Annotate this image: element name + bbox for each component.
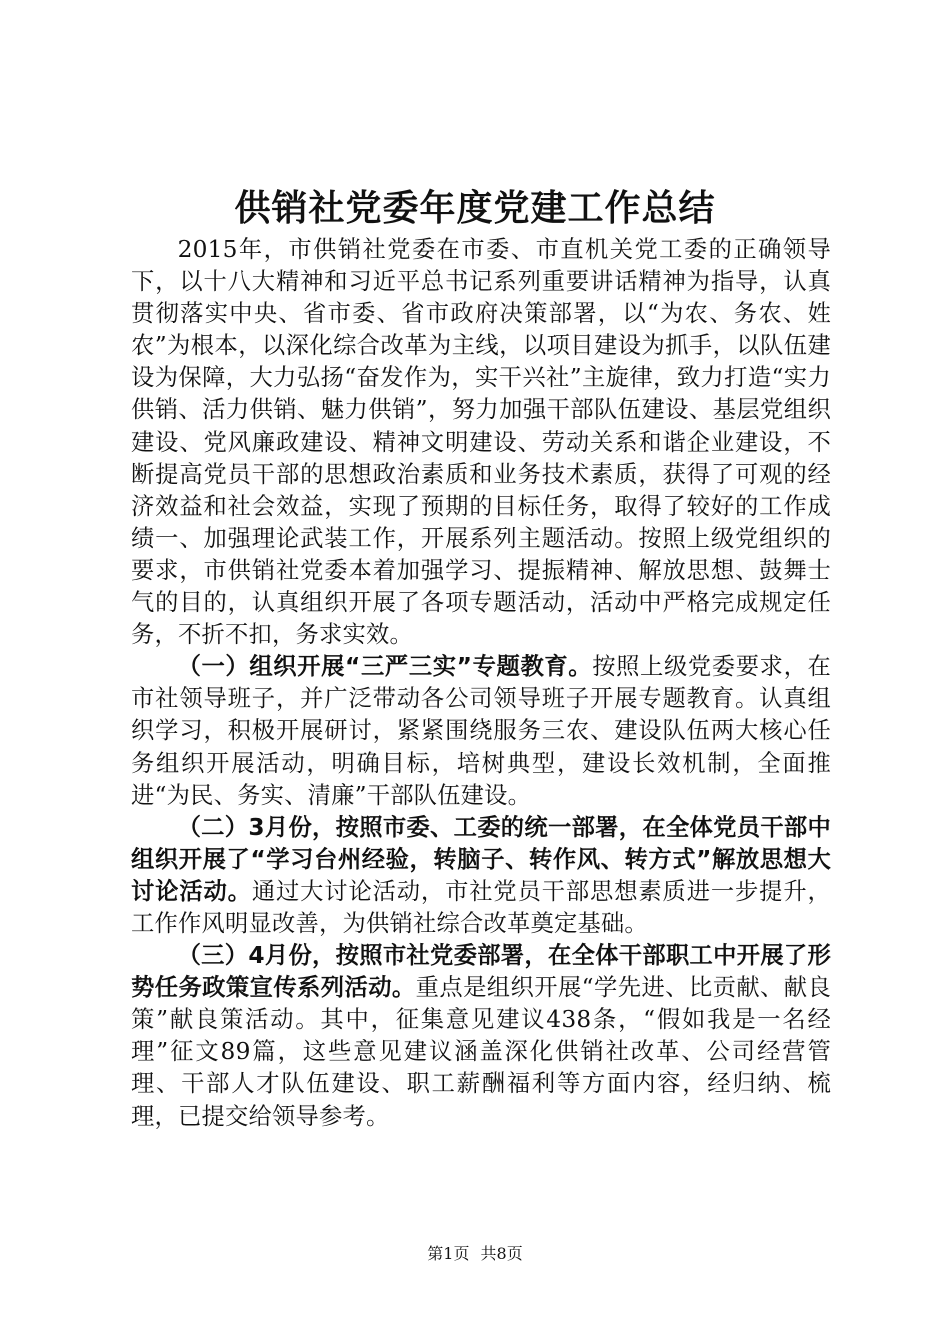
paragraph-section-3 [131, 940, 831, 1133]
paragraph-section-1-heading: （一）组织开展“三严三实”专题教育。 [177, 653, 593, 681]
paragraph-section-3-text: 重点是组织开展“学先进、比贡献、献良策”献良策活动。其中，征集意见建议438条，“假如我是一名经理”征文89篇，这些意见建议涵盖深化供销社改革、公司经营管理、干部人才队伍建设、职工薪酬福利等方面内容，经归纳、梳理，已提交给领导参考。 [131, 974, 831, 1130]
paragraph-section-1 [131, 651, 831, 811]
paragraph-intro-text: 2015年，市供销社党委在市委、市直机关党工委的正确领导下，以十八大精神和习近平总书记系列重要讲话精神为指导，认真贯彻落实中央、省市委、省市政府决策部署，以“为农、务农、姓农”为根本，以深化综合改革为主线，以项目建设为抓手，以队伍建设为保障，大力弘扬“奋发作为，实干兴社”主旋律，致力打造“实力供销、活力供销、魅力供销”，努力加强干部队伍建设、基层党组织建设、党风廉政建设、精神文明建设、劳动关系和谐企业建设，不断提高党员干部的思想政治素质和业务技术素质，获得了可观的经济效益和社会效益，实现了预期的目标任务，取得了较好的工作成绩一、加强理论武装工作，开展系列主题活动。按照上级党组织的要求，市供销社党委本着加强学习、提振精神、解放思想、鼓舞士气的目的，认真组织开展了各项专题活动，活动中严格完成规定任务，不折不扣，务求实效。 [131, 236, 831, 649]
paragraph-section-2-text: 通过大讨论活动，市社党员干部思想素质进一步提升，工作作风明显改善，为供销社综合改革奠定基础。 [131, 877, 831, 937]
paragraph-intro [131, 234, 831, 651]
page-number-footer: 第1页 共8页 [427, 1244, 523, 1263]
document-body [131, 234, 831, 1133]
paragraph-section-1-text: 按照上级党委要求，在市社领导班子，并广泛带动各公司领导班子开展专题教育。认真组织学习，积极开展研讨，紧紧围绕服务三农、建设队伍两大核心任务组织开展活动，明确目标，培树典型，建设长效机制，全面推进“为民、务实、清廉”干部队伍建设。 [131, 653, 831, 809]
paragraph-section-2 [131, 812, 831, 940]
paragraph-section-3-heading: （三）4月份，按照市社党委部署，在全体干部职工中开展了形势任务政策宣传系列活动。 [131, 942, 831, 1002]
document-title: 供销社党委年度党建工作总结 [234, 188, 716, 229]
paragraph-section-2-heading: （二）3月份，按照市委、工委的统一部署，在全体党员干部中组织开展了“学习台州经验，转脑子、转作风、转方式”解放思想大讨论活动。 [131, 813, 831, 905]
